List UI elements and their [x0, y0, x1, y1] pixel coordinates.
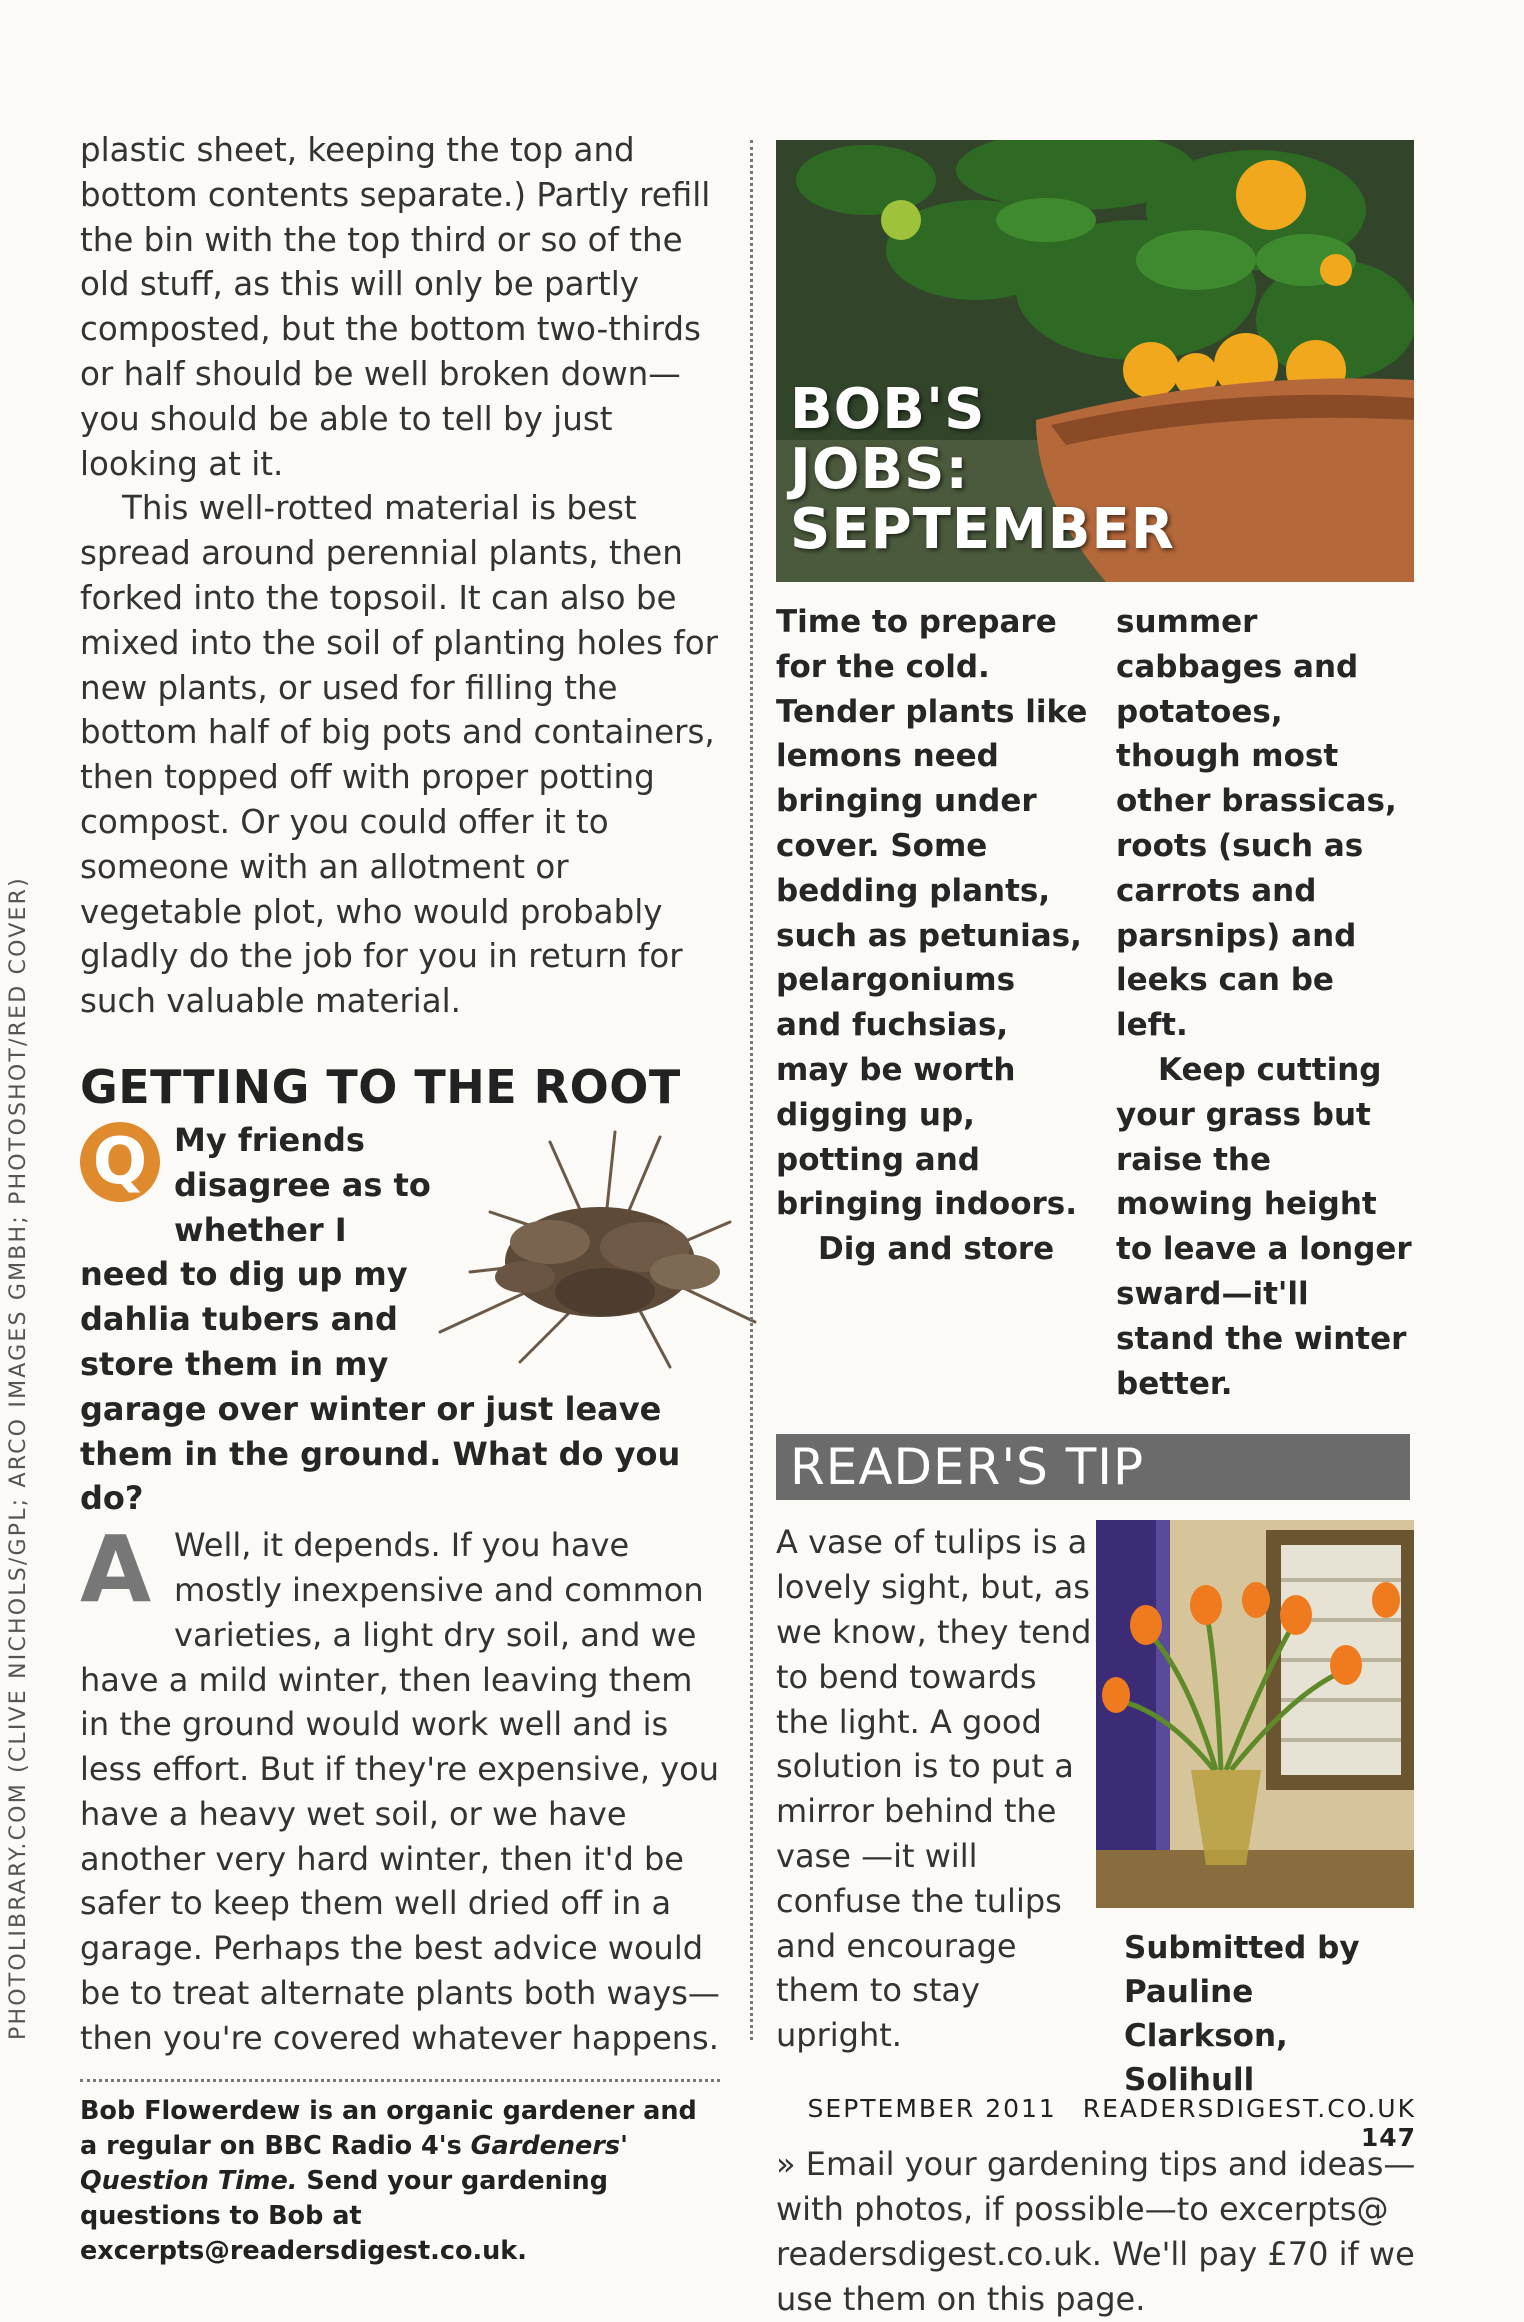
bobs-jobs-title: BOB'S JOBS: SEPTEMBER: [790, 377, 1175, 562]
issue-date: SEPTEMBER 2011: [807, 2094, 1057, 2123]
dahlia-tuber-image: [430, 1122, 760, 1372]
site-name: READERSDIGEST.CO.UK: [1082, 2094, 1416, 2123]
question-block: [80, 1118, 720, 1521]
photo-credit: PHOTOLIBRARY.COM (CLIVE NICHOLS/GPL; ARCO IMAGES GMBH; PHOTOSHOT/RED COVER): [6, 876, 31, 2040]
readers-tip-body: [776, 1520, 1416, 2102]
section-heading-getting-to-the-root: GETTING TO THE ROOT: [80, 1059, 681, 1114]
answer-block: [80, 1516, 720, 2061]
question-text: My friends disagree as to whether I need to dig up my dahlia tubers and store them in my garage over winter or just leave them in the ground. What do you do?: [80, 1120, 681, 1518]
paragraph-compost-bin: plastic sheet, keeping the top and bottom contents separate.) Partly refill the bin with the top third or so of the old stuff, as this will only be partly composted, but the bottom two-thirds or half should be well broken down—you should be able to tell by just looking at it.: [80, 131, 711, 483]
show-title: Gardeners' Question Time.: [80, 2130, 628, 2196]
a-drop-cap: A: [80, 1516, 152, 1624]
paragraph-well-rotted: This well-rotted material is best spread around perennial plants, then forked into the topsoil. It can also be mixed into the soil of planting holes for new plants, or used for filling the bottom half of big pots and containers, then topped off with proper potting compost. Or you could offer it to someone with an allotment or vegetable plot, who would probably gladly do the job for you in return for such valuable material.: [80, 489, 718, 1021]
right-column: [776, 140, 1416, 2322]
tulips-photo: [1096, 1520, 1414, 1908]
tulips-illustration: [1096, 1520, 1414, 1908]
answer-text: Well, it depends. If you have mostly inexpensive and common varieties, a light dry soil, and we have a mild winter, then leaving them in the ground would work well and is less effort. But if they're expensive, you have a heavy wet soil, or we have another very hard winter, then it'd be safer to keep them well dried off in a garage. Perhaps the best advice would be to treat alternate plants both ways—then you're covered whatever happens.: [80, 1526, 720, 2057]
q-drop-cap: Q: [80, 1122, 166, 1210]
tip-sidebar: [1096, 1520, 1414, 2102]
jobs-column-2: summer cabbages and potatoes, though most other brassicas, roots (such as carrots and parsnips) and leeks can be left. Keep cutting your grass but raise the mowing height to leave a longer sward—it'll stand the winter better.: [1116, 604, 1412, 1402]
page-footer: [738, 2094, 1416, 2152]
email-tips-note: » Email your gardening tips and ideas—with photos, if possible—to excerpts@ readersdigest.co.uk. We'll pay £70 if we use them on this page.: [776, 2145, 1416, 2318]
page-number: 147: [1360, 2123, 1416, 2152]
submitted-by: Submitted by Pauline Clarkson, Solihull: [1124, 1930, 1360, 2099]
column-divider: [750, 140, 753, 2040]
article-body: [80, 128, 720, 1024]
jobs-column-1: Time to prepare for the cold. Tender plants like lemons need bringing under cover. Some bedding plants, such as petunias, pelargoniums and fuchsias, may be worth digging up, potting and bringing indoors. Dig and store: [776, 604, 1088, 1268]
bobs-jobs-text: [776, 600, 1416, 1406]
bio-divider: [80, 2079, 720, 2082]
lemon-tree-photo: [776, 140, 1414, 582]
tip-text: A vase of tulips is a lovely sight, but, as we know, they tend to bend towards the light. A good solution is to put a mirror behind the vase —it will confuse the tulips and encourage them to stay upright.: [776, 1523, 1092, 2055]
left-column: [80, 128, 720, 2269]
readers-tip-header: READER'S TIP: [776, 1434, 1410, 1500]
author-bio: Bob Flowerdew is an organic gardener and a regular on BBC Radio 4's Gardeners' Question Time. Send your gardening questions to Bob at excerpts@readersdigest.co.uk.: [80, 2095, 697, 2266]
